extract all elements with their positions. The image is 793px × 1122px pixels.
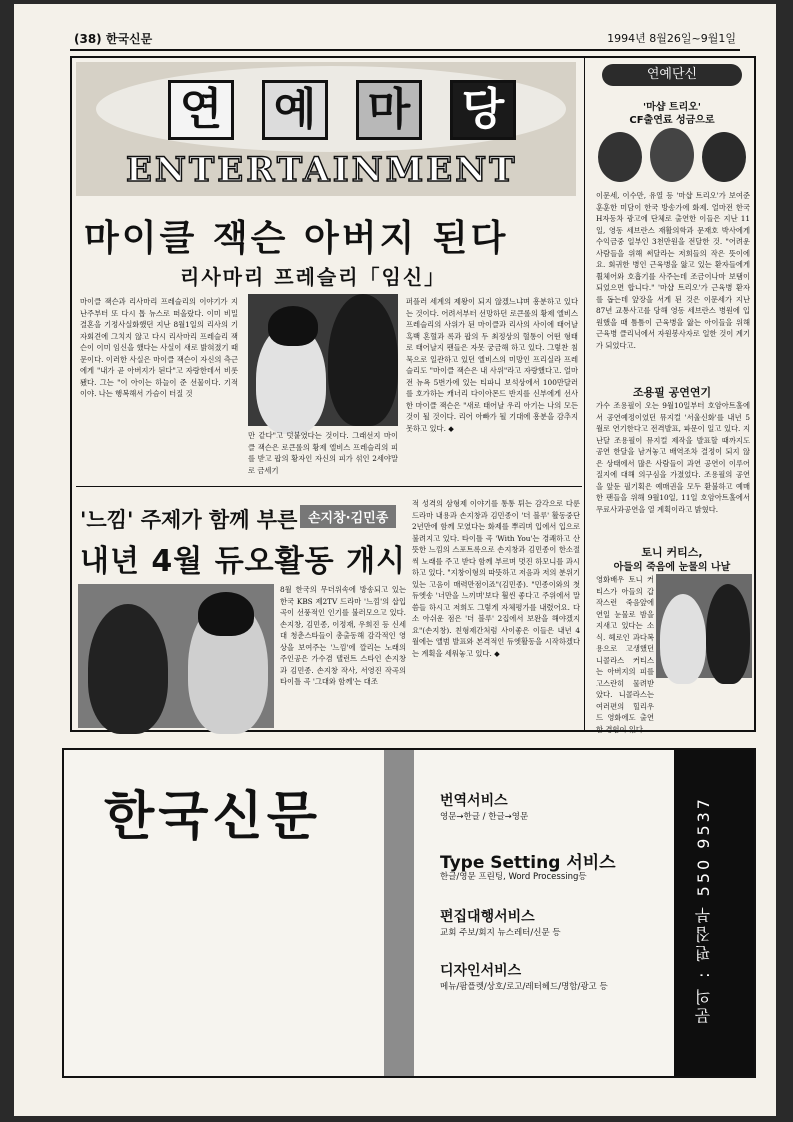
article1-col3: 퍼플러 세계의 제왕이 되지 않겠느냐며 흥분하고 있다는 것이다. 어려서부터 선망하던 로큰롤의 황제 엘비스 프레슬리의 사위가 된 마이클과 리사의 사이에 태어날 흑백 혼혈과 록과 팝의 두 최정상의 혈통이 어떤 형태로 태어날지 팬들은 자못 궁금해 하고 있다. 그렇찬 침묵으로 일관하고 있던 엘비스의 미망인 프리실라 프레슬리도 "마이클 잭슨은 내 사위"라고 자랑했다고. 얼마전 뉴욕 5번가에 있는 티파니 보석상에서 100만달러를 호가하는 캐너리 다이아몬드 반지를 신부에게 선사한 마이클 잭슨은 "새로 태어날 우리 아기는 나의 모든 것이 될 것이다. 리어 아빠가 될 기대에 흥분을 감추지 못하고 있다. ◆ <box>406 297 578 433</box>
photo-figure-left <box>88 604 168 734</box>
article2-heading: '느낌' 주제가 함께 부른 <box>80 507 298 532</box>
service-editing-sub: 교회 주보/회지 뉴스레터/신문 등 <box>440 928 561 938</box>
article1-photo <box>248 294 398 426</box>
service-editing-title: 편집대행서비스 <box>440 909 535 925</box>
portrait-2 <box>650 128 694 182</box>
ad-contact-panel <box>674 750 754 1076</box>
sidebar-portraits <box>598 128 748 186</box>
sidebar-item2-text: 가수 조용필이 오는 9월10일부터 호암아트홀에서 공연예정이었던 뮤지컬 '서울신화'를 내년 5월로 연기한다고 전격발표, 파문이 일고 있다. 지난달 조용필이 뮤지컬 제작을 발표할 때까지도 공연 한달을 남겨놓고 배역조차 결정이 되지 않은 상태에서 많은 사람들이 과연 공연이 이루어질지에 대해 의구심을 가졌었다. 조용필의 공연을 앞둔 필기획은 예매권을 모두 환불하고 예매한 팬들을 위해 9월10일, 11일 호암아트홀에서 무료사과공연을 열 계획이라고 밝혔다. <box>596 401 750 514</box>
page-number: (38) 한국신문 <box>74 32 153 46</box>
sidebar-item1-sub: CF출연료 성금으로 <box>629 115 715 126</box>
service-translation-title: 번역서비스 <box>440 793 508 809</box>
service-typesetting-title: Type Setting 서비스 <box>440 853 616 873</box>
article-divider <box>76 486 582 487</box>
ad-logo: 한국신문 <box>104 786 321 847</box>
article2-left-text: 8월 한국의 무더위속에 방송되고 있는 한국 KBS 제2TV 드라마 '느낌'의 삽입곡이 선풍적인 인기를 불러모으고 있다. 손지창, 김민종, 이정재, 우희진 등 신세대 청춘스타들이 총출동해 감각적인 영상을 보여주는 '느낌'에 깔리는 노래의 주인공은 가수겸 탤런트 스타인 손지창과 김민종. 손지창 작사, 서영진 작곡의 타이틀 곡 '그대와 함께'는 대조 <box>280 585 406 686</box>
section-banner <box>76 62 576 196</box>
service-design-title: 디자인서비스 <box>440 963 522 979</box>
banner-char-3: 마 <box>356 80 422 140</box>
advertisement <box>62 748 756 1078</box>
service-translation-sub: 영문→한글 / 한글→영문 <box>440 812 529 822</box>
article2-right-text: 적 성격의 삼형제 이야기를 통통 튀는 감각으로 다룬 드라마 내용과 손지창과 김민종이 '더 블루' 활동중단 2년만에 함께 모였다는 화제를 뿌리며 입에서 입으로 불려지고 있다. 타이틀 곡 'With You'는 경쾌하고 산뜻한 느낌의 스포트록으로 손지창과 김민종이 한소절씩 노래를 주고 받다 함께 부르며 멋진 하모니를 과시하고 있다. "지창이형의 따뜻하고 저음과 저의 분위기있는 고음이 매력만점이죠"(김민종). "민종이와의 첫 듀엣송 '너만을 느끼며'보다 훨씬 좋다고 주위에서 말씀들 하시고 저희도 그렇게 자체평가를 내렸어요. 다소 아쉬운 점은 '더 블루' 2집에서 보완을 해야겠지요"(손지창). 친형제간처럼 사이좋은 이들은 내년 4월에는 앨범 발표와 본격적인 듀엣활동을 시작하겠다는 계획을 세워놓고 있다. ◆ <box>412 499 580 658</box>
column-divider <box>584 58 585 730</box>
banner-char-1: 연 <box>168 80 234 140</box>
portrait-3 <box>702 132 746 182</box>
sidebar-item3-title: 토니 커티스, <box>641 546 703 559</box>
article1-subhead: 리사마리 프레슬리「임신」 <box>180 265 447 289</box>
sidebar <box>588 58 756 734</box>
header-rule <box>70 49 740 51</box>
sidebar-item3-text-a: 영화배우 토니 커티스가 아들의 갑작스런 죽음앞에 연일 눈물로 밤을 지새고 있다는 소식. 헤로인 과다복용으로 고생했던 니콜라스 커티스는 아버지의 피를 고스란히 물려받았다. 니콜라스는 여러편의 힐리우드 영화에도 출연한 경험이 있다. <box>596 575 654 734</box>
article2-photo <box>78 584 274 728</box>
photo-figure-man <box>328 294 398 426</box>
article1-headline: 마이클 잭슨 아버지 된다 <box>84 217 509 259</box>
photo-figure-son <box>706 584 750 684</box>
ad-gray-bar <box>384 750 414 1076</box>
sidebar-item3-sub: 아들의 죽음에 눈물의 나날 <box>613 562 731 573</box>
banner-char-4: 당 <box>450 80 516 140</box>
banner-char-2: 예 <box>262 80 328 140</box>
portrait-1 <box>598 132 642 182</box>
photo-hair <box>268 306 318 346</box>
sidebar-item1-title: '마샵 트리오' <box>643 102 701 113</box>
entertainment-section <box>70 56 756 732</box>
newspaper-page <box>14 4 776 1116</box>
article2-headline: 내년 4월 듀오활동 개시 <box>80 544 407 579</box>
ad-contact: 문의 : 편집부 550 9537 <box>694 796 713 1024</box>
article2-tag: 손지창·김민종 <box>300 505 396 528</box>
service-typesetting-sub: 한글/영문 프린팅, Word Processing등 <box>440 872 587 882</box>
photo-figure-father <box>660 594 706 684</box>
banner-english: ENTERTAINMENT <box>126 150 518 190</box>
article1-col2: 만 같다"고 덧붙였다는 것이다. 그래선지 마이클 잭슨은 로큰롤의 황제 엘비스 프레슬리의 피를 받고 팝의 황자인 자신의 피가 섞인 2세야말로 금세기 <box>248 431 398 475</box>
article1-col1: 마이클 잭슨과 리사마리 프레슬리의 이야기가 지난주부터 또 다시 톱 뉴스로 떠올랐다. 이미 비밀결혼을 기정사실화했던 지난 8월1일의 리사의 기자회견에 그치지 않고 다시 리사마리 프레슬리 잭슨이 이미 임신을 했다는 사실이 새로 밝혀졌기 때문이다. 이러한 사실은 마이클 잭슨이 자신의 측근에게 "내가 곧 아버지가 된다"고 자랑한데서 비롯됐다. 그는 "이 아이는 하늘이 준 선물이다. 기적이야. 나는 행복해서 가슴이 터질 것 <box>80 297 238 398</box>
sidebar-photo <box>656 574 752 678</box>
issue-date: 1994년 8월26일~9월1일 <box>607 32 736 45</box>
photo-hair-right <box>198 592 254 636</box>
service-design-sub: 메뉴/팜플렛/상호/로고/레터헤드/명함/광고 등 <box>440 982 608 992</box>
sidebar-item1-text: 이문세, 이수만, 유열 등 '마샵 트리오'가 보여준 훈훈한 미담이 한국 방송가에 화제. 얼마전 한국 H자동차 광고에 단체로 출연한 이들은 지난 11일, 영동 세브란스 재활의학과 문재호 박사에게 수익금중 일부인 3천만원을 전달한 것. "어려운 사람들을 위해 써달라는 저희들의 작은 뜻이에요. 회귀한 병인 근육병을 앓고 있는 환자들에게 휠체어와 호흡기를 사주는데 조금이나마 보탬이 되었으면 합니다." '마샵 트리오'가 근육병 환자를 돕는데 앞장을 서게 된 것은 이문세가 지난 87년 교통사고를 당해 영동 세브란스 병원에 입원했을 때 틈틈이 근육병을 앓는 아이들을 위해 근육병 클리닉에서 자원봉사자로 일한 것이 계기가 되었다고. <box>596 191 750 350</box>
sidebar-item2-title: 조용필 공연연기 <box>632 386 712 399</box>
sidebar-badge: 연예단신 <box>602 64 742 86</box>
